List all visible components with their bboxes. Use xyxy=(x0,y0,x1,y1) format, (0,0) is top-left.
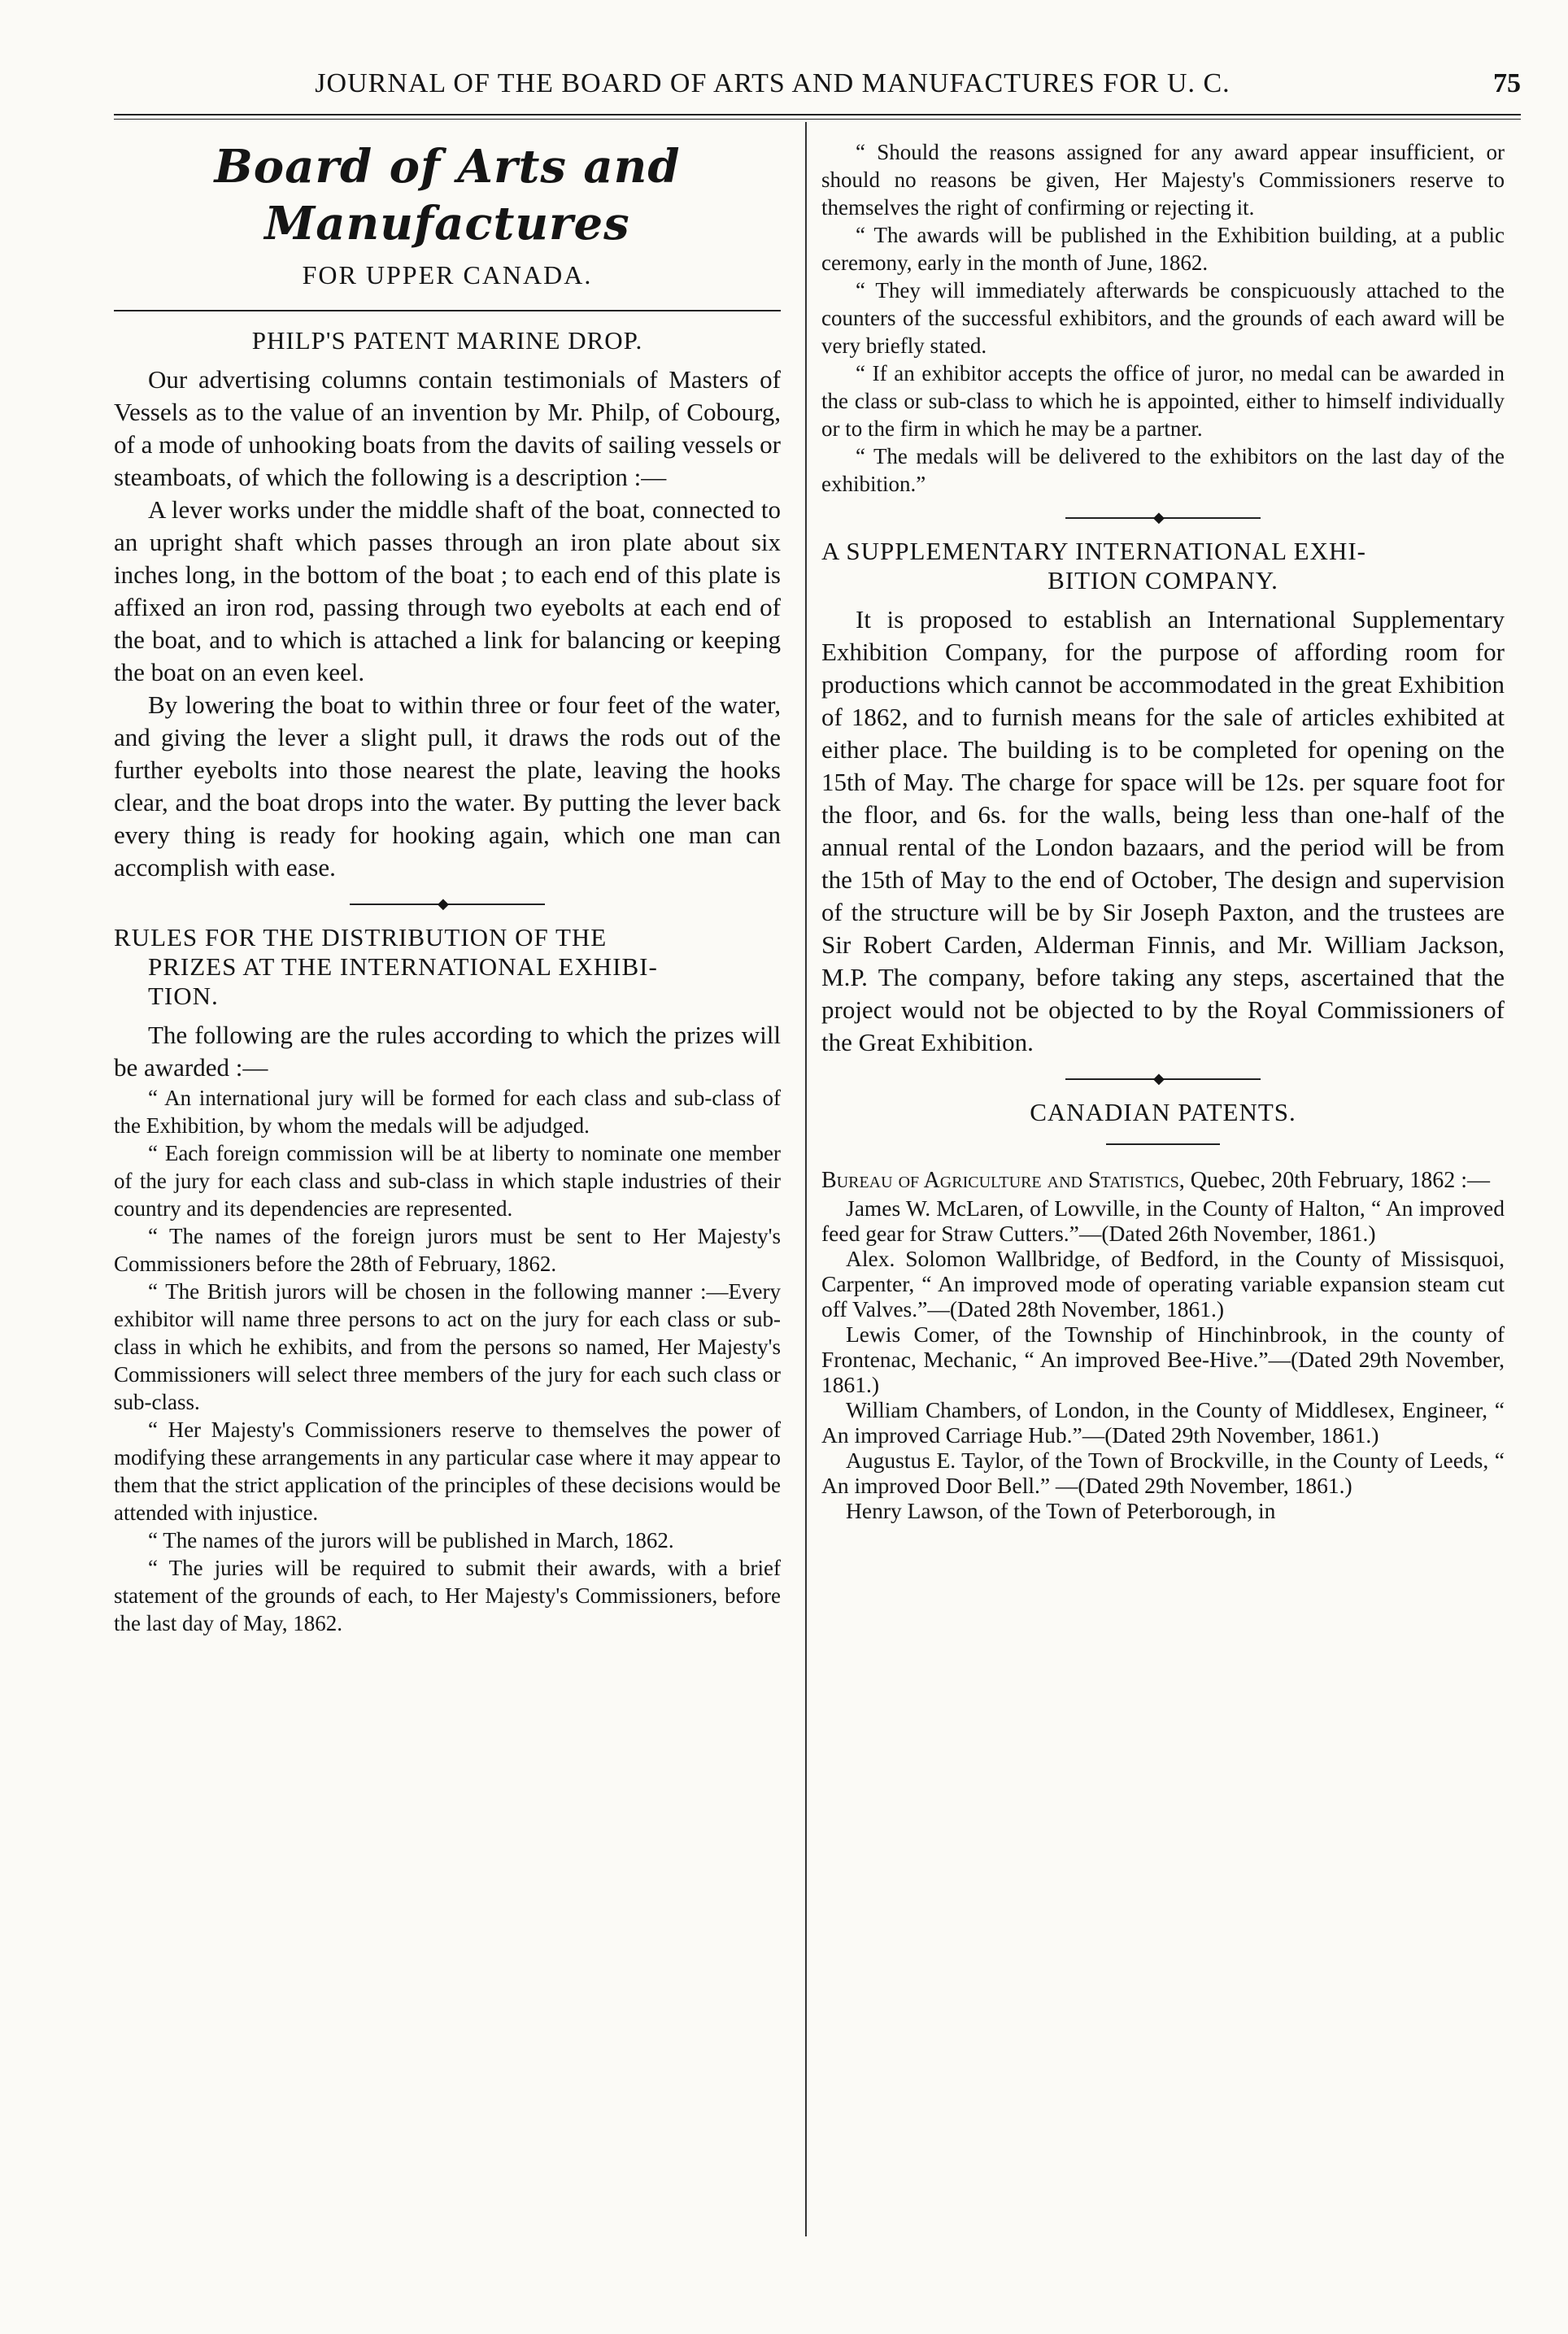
prize-rules-continued xyxy=(821,138,1505,498)
page-number: 75 xyxy=(1493,68,1521,98)
patent-entry: Lewis Comer, of the Township of Hinchinbrook, in the county of Frontenac, Mechanic, “ An improved Bee-Hive.”—(Dated 29th November, 1861.) xyxy=(821,1322,1505,1397)
patent-entry: Alex. Solomon Wallbridge, of Bedford, in the County of Missisquoi, Carpenter, “ An improved mode of operating variable expansion steam cut off Valves.”—(Dated 28th November, 1861.) xyxy=(821,1246,1505,1322)
prize-rule-paragraph: “ If an exhibitor accepts the office of juror, no medal can be awarded in the class or sub-class to which he is appointed, either to himself individually or to the firm in which he may be a partner. xyxy=(821,361,1505,441)
patents-dateline-bureau: Bureau of Agriculture and Statistics, xyxy=(821,1168,1185,1193)
masthead xyxy=(114,138,781,290)
right-column xyxy=(821,138,1505,1523)
prize-rule-paragraph: “ Her Majesty's Commissioners reserve to themselves the power of modifying these arrangements in any particular case where it may appear to them that the strict application of the principles of these decisions would be attended with injustice. xyxy=(114,1417,781,1525)
supplementary-paragraph: It is proposed to establish an International Supplementary Exhibition Company, for the purpose of affording room for productions which cannot be accommodated in the great Exhibition of 1862, and to furnish means for the sale of articles exhibited at either place. The building is to be completed for opening on the 15th of May. The charge for space will be 12s. per square foot for the floor, and 6s. for the walls, being less than one-half of the annual rental of the London bazaars, and the period will be from the 15th of May to the end of October, The design and supervision of the structure will be by Sir Joseph Paxton, and the trustees are Sir Robert Carden, Alderman Finnis, and Mr. William Jackson, M.P. The company, before taking any steps, ascertained that the project would not be objected to by the Royal Commissioners of the Great Exhibition. xyxy=(821,605,1505,1056)
ornament-rule xyxy=(350,895,545,912)
patent-entry: James W. McLaren, of Lowville, in the County of Halton, “ An improved feed gear for Straw Cutters.”—(Dated 26th November, 1861.) xyxy=(821,1195,1505,1246)
patent-entry: Henry Lawson, of the Town of Peterborough, in xyxy=(846,1498,1276,1523)
prize-rule-paragraph: “ The British jurors will be chosen in the following manner :—Every exhibitor will name three persons to act on the jury for each class or sub-class in which he exhibits, and from the persons so named, Her Majesty's Commissioners will select three members of the jury for each such class or sub-class. xyxy=(114,1279,781,1414)
prize-rule-paragraph: “ Each foreign commission will be at liberty to nominate one member of the jury for each class and sub-class in which staple industries of their country and its dependencies are represented. xyxy=(114,1141,781,1221)
ornament-diamond-icon: ◆ xyxy=(1153,1070,1165,1087)
prize-rule-paragraph: “ The juries will be required to submit their awards, with a brief statement of the grounds of each, to Her Majesty's Commissioners, before the last day of May, 1862. xyxy=(114,1556,781,1635)
left-column xyxy=(114,138,781,1637)
prize-rule-paragraph: “ The names of the jurors will be published in March, 1862. xyxy=(148,1528,674,1552)
prize-rules-intro: The following are the rules according to which the prizes will be awarded :— xyxy=(114,1021,781,1082)
article-marine-drop xyxy=(114,326,781,884)
patents-heading: CANADIAN PATENTS. xyxy=(1030,1098,1296,1126)
prize-rules-heading-line: TION. xyxy=(148,982,219,1010)
prize-rules-heading-line: PRIZES AT THE INTERNATIONAL EXHIBI- xyxy=(148,952,658,981)
prize-rule-paragraph: “ The medals will be delivered to the exhibitors on the last day of the exhibition.” xyxy=(821,444,1505,496)
article-prize-rules xyxy=(114,923,781,1637)
patents-dateline-rest: Quebec, 20th February, 1862 :— xyxy=(1184,1168,1491,1193)
prize-rule-paragraph: “ The awards will be published in the Exhibition building, at a public ceremony, early in the month of June, 1862. xyxy=(821,223,1505,275)
prize-rule-paragraph: “ They will immediately afterwards be conspicuously attached to the counters of the successful exhibitors, and the grounds of each award will be very briefly stated. xyxy=(821,278,1505,358)
article-canadian-patents xyxy=(821,1098,1505,1523)
prize-rule-paragraph: “ Should the reasons assigned for any award appear insufficient, or should no reasons be given, Her Majesty's Commissioners reserve to themselves the right of confirming or rejecting it. xyxy=(821,140,1505,220)
marine-drop-paragraph: Our advertising columns contain testimonials of Masters of Vessels as to the value of an invention by Mr. Philp, of Cobourg, of a mode of unhooking boats from the davits of sailing vessels or steamboats, of which the following is a description :— xyxy=(114,365,781,491)
patents-dateline xyxy=(821,1166,1505,1195)
header-rule xyxy=(114,114,1521,120)
prize-rules-heading xyxy=(114,923,781,1011)
supplementary-heading-line: BITION COMPANY. xyxy=(1048,566,1278,594)
running-title: JOURNAL OF THE BOARD OF ARTS AND MANUFACTURES FOR U. C. xyxy=(315,68,1230,98)
masthead-rule xyxy=(114,310,781,311)
ornament-rule xyxy=(1065,1070,1261,1087)
marine-drop-heading: PHILP'S PATENT MARINE DROP. xyxy=(251,326,643,355)
masthead-title: Board of Arts and Manufactures xyxy=(214,140,681,250)
ornament-rule xyxy=(1065,509,1261,526)
column-divider xyxy=(805,122,807,2236)
supplementary-heading-line: A SUPPLEMENTARY INTERNATIONAL EXHI- xyxy=(821,537,1367,565)
article-supplementary-exhibition xyxy=(821,537,1505,1059)
ornament-diamond-icon: ◆ xyxy=(438,895,449,912)
prize-rule-paragraph: “ The names of the foreign jurors must be sent to Her Majesty's Commissioners before the 28th of February, 1862. xyxy=(114,1224,781,1276)
patent-entry: Augustus E. Taylor, of the Town of Brockville, in the County of Leeds, “ An improved Door Bell.” —(Dated 29th November, 1861.) xyxy=(821,1448,1505,1498)
running-head xyxy=(114,68,1521,109)
patents-heading-rule xyxy=(1106,1143,1220,1145)
marine-drop-paragraph: A lever works under the middle shaft of the boat, connected to an upright shaft which passes through an iron plate about six inches long, in the bottom of the boat ; to each end of this plate is affixed an iron rod, passing through two eyebolts at each end of the boat, and to which is attached a link for balancing or keeping the boat on an even keel. xyxy=(114,495,781,686)
supplementary-heading xyxy=(821,537,1505,595)
marine-drop-paragraph: By lowering the boat to within three or four feet of the water, and giving the lever a slight pull, it draws the rods out of the further eyebolts into those nearest the plate, leaving the hooks clear, and the boat drops into the water. By putting the lever back every thing is ready for hooking again, which one man can accomplish with ease. xyxy=(114,690,781,882)
patent-entry: William Chambers, of London, in the County of Middlesex, Engineer, “ An improved Carriage Hub.”—(Dated 29th November, 1861.) xyxy=(821,1397,1505,1448)
prize-rule-paragraph: “ An international jury will be formed for each class and sub-class of the Exhibition, by whom the medals will be adjudged. xyxy=(114,1086,781,1138)
ornament-diamond-icon: ◆ xyxy=(1153,509,1165,526)
prize-rules-heading-line: RULES FOR THE DISTRIBUTION OF THE xyxy=(114,923,608,951)
masthead-subtitle: FOR UPPER CANADA. xyxy=(302,260,593,290)
